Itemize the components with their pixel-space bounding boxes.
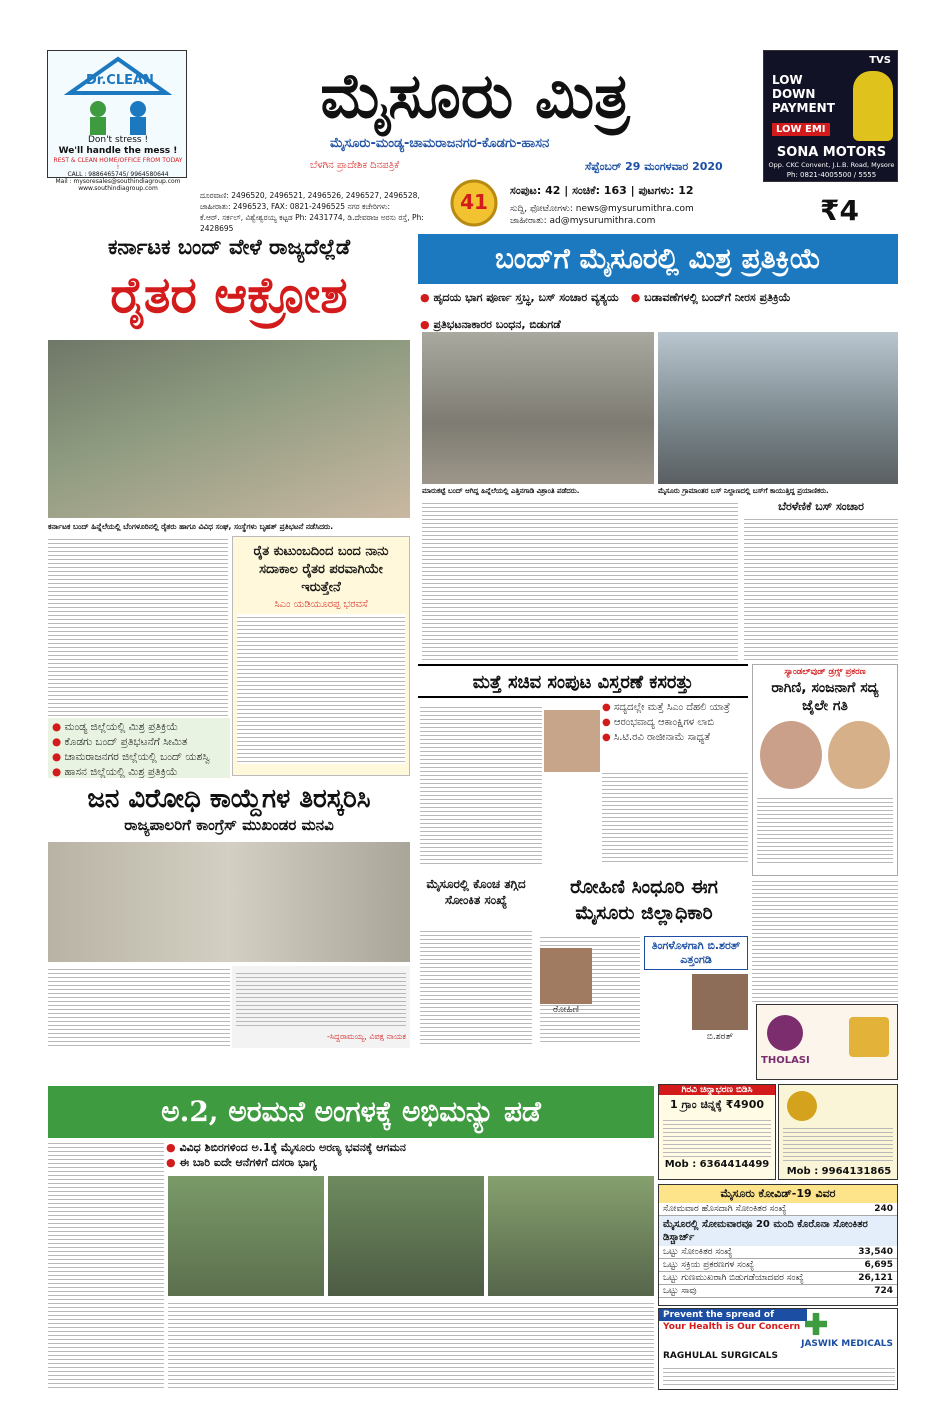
covid-row-value: 6,695: [864, 1260, 893, 1270]
story1-photo-rally: [48, 340, 410, 518]
story8-bullet-1: ● ವಿವಿಧ ಶಿಬಿರಗಳಿಂದ ಅ.1ಕ್ಕೆ ಮೈಸೂರು ಅರಣ್ಯ ಭವನಕ್ಕೆ ಆಗಮನ: [166, 1140, 654, 1155]
story2-bullet-3: ● ಪ್ರತಿಭಟನಾಕಾರರ ಬಂಧನ, ಬಿಡುಗಡೆ: [420, 317, 561, 332]
masthead-title: ಮೈಸೂರು ಮಿತ್ರ: [320, 59, 630, 132]
story1-kicker: ಕರ್ನಾಟಕ ಬಂದ್ ವೇಳೆ ರಾಜ್ಯದೆಲ್ಲೆಡೆ: [107, 235, 351, 259]
story7-box: ತಿಂಗಳೊಳಗಾಗಿ ಬಿ.ಶರತ್ ಎತ್ತಂಗಡಿ: [644, 936, 748, 970]
story8-bullets: [166, 1140, 654, 1176]
news-email: ಸುದ್ದಿ, ಫೋಟೋಗಳು: news@mysurumithra.com: [510, 204, 694, 214]
phones-line-2: ಜಾಹೀರಾತು: 2496523, FAX: 0821-2496525 ನಗರ ಕಚೇರಿಗಳು:: [200, 202, 390, 211]
ad-tvs[interactable]: [763, 50, 898, 182]
ad-tvs-address: Opp. CKC Convent, J.L.B. Road, Mysore: [768, 161, 895, 169]
story5-quote-byline: -ಸಿದ್ದರಾಮಯ್ಯ, ವಿಪಕ್ಷ ನಾಯಕ: [326, 1032, 406, 1041]
story2-bullet-2: ● ಬಡಾವಣೆಗಳಲ್ಲಿ ಬಂದ್‌ಗೆ ನೀರಸ ಪ್ರತಿಕ್ರಿಯೆ: [631, 290, 791, 305]
story3-bullet-1: ● ಸದ್ಯದಲ್ಲೇ ಮತ್ತೆ ಸಿಎಂ ದೆಹಲಿ ಯಾತ್ರೆ: [602, 700, 748, 715]
volume: ಸಂಪುಟ: 42: [510, 184, 561, 197]
scooter-icon: [853, 71, 893, 141]
story2-photo-cart: [422, 332, 654, 484]
coin-badge-icon: [787, 1091, 817, 1121]
story8-body-col2: [168, 1300, 654, 1390]
covid-row: [659, 1246, 897, 1259]
ad-gold-mob: Mob : 6364414499: [664, 1159, 770, 1170]
masthead-phones: [200, 190, 430, 234]
story2-side-body: [744, 516, 898, 660]
masthead-subtitle: ಮೈಸೂರು-ಮಂಡ್ಯ-ಚಾಮರಾಜನಗರ-ಕೊಡಗು-ಹಾಸನ: [330, 136, 550, 151]
ad-tholasi-brand: THOLASI: [761, 1055, 810, 1066]
story6-body: [420, 928, 532, 1044]
story3-body-col1: [420, 704, 542, 864]
story1-cm-box: [232, 536, 410, 776]
story5-photo-governor: [48, 842, 410, 962]
story5-quote-box: [232, 966, 410, 1048]
story4-photo-ragini: [760, 721, 822, 789]
story3-bullets: [602, 700, 748, 752]
ad-medicals[interactable]: [658, 1308, 898, 1390]
covid-row: [659, 1272, 897, 1285]
jewel-icon: [767, 1015, 803, 1051]
story8-photo-3: [488, 1176, 654, 1296]
covid-today-label: ಸೋಮವಾರ ಹೊಸದಾಗಿ ಸೋಂಕಿತರ ಸಂಖ್ಯೆ: [663, 1204, 787, 1214]
story3-headline: ಮತ್ತೆ ಸಚಿವ ಸಂಪುಟ ವಿಸ್ತರಣೆ ಕಸರತ್ತು: [418, 664, 748, 698]
ad-gold-loan-2[interactable]: [778, 1084, 898, 1180]
story1-bullet-2: ● ಕೊಡಗು ಬಂದ್ ಪ್ರತಿಭಟನೆಗೆ ಸೀಮಿತ: [52, 735, 226, 750]
covid-row-value: 26,121: [858, 1273, 893, 1283]
story1-bullet-1: ● ಮಂಡ್ಯ ಜಿಲ್ಲೆಯಲ್ಲಿ ಮಿಶ್ರ ಪ್ರತಿಕ್ರಿಯೆ: [52, 720, 226, 735]
ad-tholasi[interactable]: [756, 1004, 898, 1080]
covid-row-value: 33,540: [858, 1247, 893, 1257]
ad-medical-tag: Prevent the spread of: [659, 1309, 807, 1321]
issue-info: ಸಂಪುಟ: 42 | ಸಂಚಿಕೆ: 163 | ಪುಟಗಳು: 12: [510, 184, 694, 197]
story2-body: [422, 500, 738, 660]
ad-drclean-line2: We'll handle the mess !: [58, 146, 178, 156]
ad-medical-slogan: Your Health is Our Concern: [663, 1322, 801, 1332]
story1-box-title: ರೈತ ಕುಟುಂಬದಿಂದ ಬಂದ ನಾನು ಸದಾಕಾಲ ರೈತರ ಪರವಾಗಿಯೇ ಇರುತ್ತೇನೆ: [253, 544, 389, 595]
story7-photo-sharath: [692, 974, 748, 1030]
ad-drclean-line4: CALL : 9886465745/ 9964580644: [67, 171, 169, 178]
story5-subhead: ರಾಜ್ಯಪಾಲರಿಗೆ ಕಾಂಗ್ರೆಸ್ ಮುಖಂಡರ ಮನವಿ: [124, 816, 334, 834]
story2-headline: ಬಂದ್‌ಗೆ ಮೈಸೂರಲ್ಲಿ ಮಿಶ್ರ ಪ್ರತಿಕ್ರಿಯೆ: [418, 234, 898, 284]
ad-tvs-line3: PAYMENT: [772, 101, 835, 115]
ad-drclean-line3: REST & CLEAN HOME/OFFICE FROM TODAY !: [53, 157, 183, 171]
story3-bullet-2: ● ಆರಂಭವಾದ್ಯ ಆಕಾಂಕ್ಷಿಗಳ ಲಾಬಿ: [602, 715, 748, 730]
story4-kicker: ಸ್ಯಾಂಡಲ್‌ವುಡ್ ಡ್ರಗ್ಸ್ ಪ್ರಕರಣ: [784, 667, 866, 677]
story3-photo-cm: [544, 710, 600, 772]
story3-body-col2: [602, 770, 748, 864]
story2-caption2: ಮೈಸೂರು ಗ್ರಾಮಾಂತರ ಬಸ್ ನಿಲ್ದಾಣದಲ್ಲಿ ಬಸ್‌ಗೆ ಕಾಯುತ್ತಿದ್ದ ಪ್ರಯಾಣಿಕರು.: [658, 487, 829, 495]
story8-headline: ಅ.2, ಅರಮನೆ ಅಂಗಳಕ್ಕೆ ಅಭಿಮನ್ಯು ಪಡೆ: [48, 1086, 654, 1138]
story8-body-col1: [48, 1140, 164, 1390]
masthead-tagline: ಬೆಳಗಿನ ಪ್ರಾದೇಶಿಕ ದಿನಪತ್ರಿಕೆ: [310, 160, 400, 171]
story5-headline: ಜನ ವಿರೋಧಿ ಕಾಯ್ದೆಗಳ ತಿರಸ್ಕರಿಸಿ: [87, 784, 371, 814]
anniversary-number: 41: [460, 190, 488, 214]
covid-row-value: 724: [874, 1286, 893, 1296]
story1-bullets: [48, 718, 230, 778]
covid-row-label: ಒಟ್ಟು ಸೋಂಕಿತರ ಸಂಖ್ಯೆ: [663, 1247, 733, 1257]
covid-row-label: ಒಟ್ಟು ಸಕ್ರಿಯ ಪ್ರಕರಣಗಳ ಸಂಖ್ಯೆ: [663, 1260, 755, 1270]
covid-panel: [658, 1184, 898, 1306]
ad-drclean-line5: Mail : mysoresales@southindiagroup.com: [55, 178, 181, 185]
story2-caption1: ಮಾರುಕಟ್ಟೆ ಬಂದ್ ಆಗಿದ್ದ ಹಿನ್ನೆಲೆಯಲ್ಲಿ ಎತ್ತಿನಗಾಡಿ ವಿಶ್ರಾಂತಿ ಪಡೆದರು.: [422, 487, 580, 495]
story5-body: [48, 966, 230, 1048]
story4-body: [752, 878, 898, 1002]
covid-row: [659, 1285, 897, 1298]
story7-label-rohini: ರೋಹಿಣಿ: [552, 1005, 579, 1015]
story7-label-sharath: ಬಿ.ಶರತ್: [706, 1032, 734, 1042]
pages: ಪುಟಗಳು: 12: [638, 184, 694, 197]
ad-tvs-dealer: SONA MOTORS: [776, 145, 887, 160]
story7-photo-rohini: [540, 948, 592, 1004]
ad-drclean[interactable]: [47, 50, 187, 192]
story1-body-col1: [48, 536, 228, 721]
story1-caption: ಕರ್ನಾಟಕ ಬಂದ್ ಹಿನ್ನೆಲೆಯಲ್ಲಿ ಬೆಂಗಳೂರಿನಲ್ಲಿ ರೈತರು ಹಾಗೂ ವಿವಿಧ ಸಂಘ, ಸಂಸ್ಥೆಗಳು ಬೃಹತ್ ಪ್ರತಿಭಟನೆ ನಡೆಸಿದರು.: [48, 522, 334, 531]
story1-bullet-3: ● ಚಾಮರಾಜನಗರ ಜಿಲ್ಲೆಯಲ್ಲಿ ಬಂದ್ ಯಶಸ್ವಿ: [52, 750, 226, 765]
phones-line-1: ದೂರವಾಣಿ: 2496520, 2496521, 2496526, 2496527, 2496528,: [200, 191, 420, 200]
ad-tvs-line4: LOW EMI: [772, 123, 830, 136]
story2-bullets: [420, 290, 898, 330]
story6-headline: ಮೈಸೂರಲ್ಲಿ ಕೊಂಚ ತಗ್ಗಿದ ಸೋಂಕಿತ ಸಂಖ್ಯೆ: [426, 877, 526, 907]
story2-bullet-1: ● ಹೃದಯ ಭಾಗ ಪೂರ್ಣ ಸ್ತಬ್ಧ, ಬಸ್ ಸಂಚಾರ ವ್ಯತ್ಯಯ: [420, 290, 619, 305]
ad-medical1: RAGHULAL SURGICALS: [663, 1351, 778, 1361]
ad-tvs-brand: TVS: [869, 55, 891, 66]
ad-drclean-line1: Don't stress !: [87, 135, 149, 145]
ad-gold-loan[interactable]: [658, 1084, 776, 1180]
ad-gold2-mob: Mob : 9964131865: [786, 1166, 892, 1177]
covid-today-row: [659, 1203, 897, 1216]
story4-box: [752, 664, 898, 876]
covid-row-label: ಒಟ್ಟು ಸಾವು: [663, 1286, 697, 1296]
ad-drclean-brand: Dr.CLEAN: [86, 73, 154, 88]
ad-drclean-line6: www.southindiagroup.com: [78, 185, 158, 192]
story1-bullet-4: ● ಹಾಸನ ಜಿಲ್ಲೆಯಲ್ಲಿ ಮಿಶ್ರ ಪ್ರತಿಕ್ರಿಯೆ: [52, 765, 226, 780]
story8-photo-1: [168, 1176, 324, 1296]
story4-headline: ರಾಗಿಣಿ, ಸಂಜನಾಗೆ ಸದ್ಯ ಜೈಲೇ ಗತಿ: [771, 680, 879, 714]
story8-bullet-2: ● ಈ ಬಾರಿ ಐದೇ ಆನೆಗಳಿಗೆ ದಸರಾ ಭಾಗ್ಯ: [166, 1155, 654, 1170]
anniversary-badge: [445, 178, 503, 228]
ad-gold-rate: 1 ಗ್ರಾಂ ಚಿನ್ನಕ್ಕೆ ₹4900: [669, 1098, 765, 1111]
ad-gold-head: ಗಿರವಿ ಚಿನ್ನಾಭರಣ ಬಿಡಿಸಿ: [659, 1085, 775, 1095]
story8-photo-2: [328, 1176, 484, 1296]
cleaner-figure-icon: [78, 99, 158, 135]
masthead-date: ಸೆಪ್ಟೆಂಬರ್ 29 ಮಂಗಳವಾರ 2020: [585, 160, 723, 173]
ad-tvs-line1: LOW: [772, 73, 803, 87]
story1-box-byline: ಸಿಎಂ ಯಡಿಯೂರಪ್ಪ ಭರವಸೆ: [274, 599, 368, 610]
story2-photo-bus: [658, 332, 898, 484]
story2-side-head: ಬೆರಳೆಣಿಕೆ ಬಸ್ ಸಂಚಾರ: [778, 500, 864, 513]
ad-email: ಜಾಹೀರಾತು: ad@mysurumithra.com: [510, 216, 656, 226]
issue: ಸಂಚಿಕೆ: 163: [572, 184, 627, 197]
story1-headline: ರೈತರ ಆಕ್ರೋಶ: [110, 265, 348, 324]
story3-bullet-3: ● ಸಿ.ಟಿ.ರವಿ ರಾಜೀನಾಮೆ ಸಾಧ್ಯತೆ: [602, 730, 748, 745]
story7-headline: ರೋಹಿಣಿ ಸಿಂಧೂರಿ ಈಗ ಮೈಸೂರು ಜಿಲ್ಲಾಧಿಕಾರಿ: [570, 876, 718, 924]
covid-row-label: ಒಟ್ಟು ಗುಣಮುಖರಾಗಿ ಬಿಡುಗಡೆಯಾದವರ ಸಂಖ್ಯೆ: [663, 1273, 804, 1283]
ad-tvs-phone: Ph: 0821-4005500 / 5555: [786, 171, 877, 179]
price: ₹4: [820, 194, 859, 227]
covid-title: ಮೈಸೂರು ಕೋವಿಡ್-19 ವಿವರ: [659, 1185, 897, 1203]
ad-medical2: JASWIK MEDICALS: [801, 1339, 893, 1349]
covid-row: [659, 1259, 897, 1272]
phones-line-3: ಕೆ.ಆರ್. ಸರ್ಕಲ್, ವಿಶ್ವೇಶ್ವರಯ್ಯ ಕಟ್ಟಡ Ph: 2431774, ಡಿ.ದೇವರಾಜ ಅರಸು ರಸ್ತೆ, Ph: 2428695: [200, 213, 424, 233]
covid-today-value: 240: [874, 1204, 893, 1214]
ad-tvs-line2: DOWN: [772, 87, 816, 101]
gold-coins-icon: [849, 1017, 889, 1057]
story4-photo-sanjana: [828, 721, 890, 789]
covid-deaths-text: ಮೈಸೂರಲ್ಲಿ ಸೋಮವಾರವೂ 20 ಮಂದಿ ಕೊರೊನಾ ಸೋಂಕಿತರ ಡಿಸ್ಚಾರ್ಜ್: [659, 1216, 897, 1246]
